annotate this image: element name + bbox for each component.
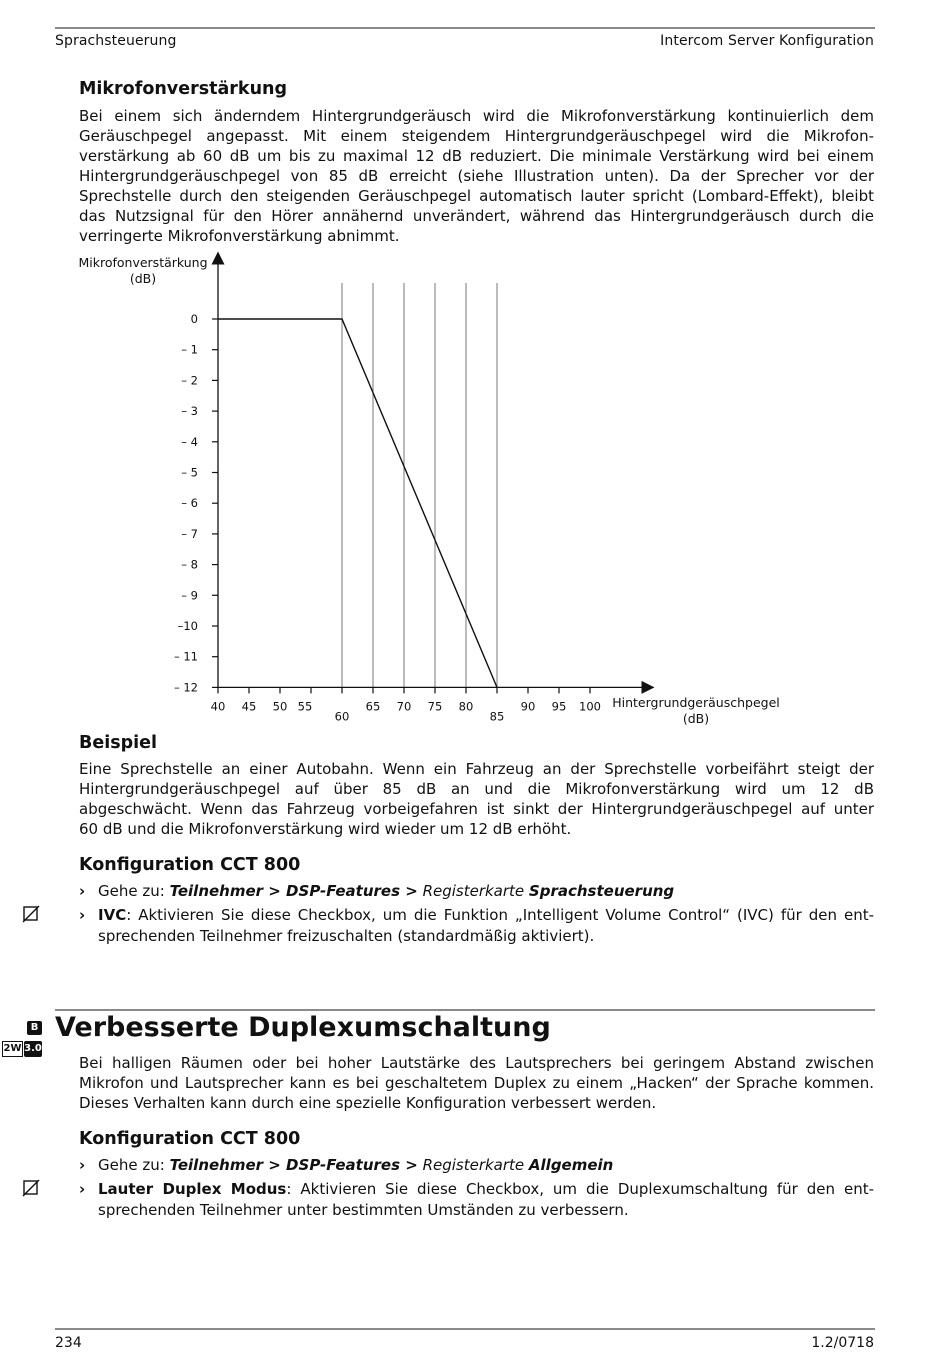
- tab-name: Allgemein: [528, 1156, 614, 1174]
- text-line: das Nutzsignal für den Hörer annähernd unverändert, während das Hintergrundgeräusch durch die: [79, 207, 874, 225]
- y-tick-label: 0: [190, 312, 198, 326]
- arrow-bullet-icon: ›: [79, 882, 86, 900]
- x-axis-label-line2: (dB): [682, 711, 710, 726]
- badge-2w: 2W: [2, 1041, 23, 1057]
- gain-chart: [0, 245, 950, 740]
- chart-axes: [218, 258, 648, 687]
- checkbox-icon: [22, 905, 40, 923]
- header-chapter: Sprachsteuerung: [55, 33, 177, 49]
- x-tick-label: 80: [458, 699, 474, 714]
- section-rule: [55, 1009, 875, 1011]
- bullet-text: [98, 1155, 874, 1176]
- bullet-text: [98, 1179, 874, 1221]
- text-line: Sprechstelle durch den steigenden Geräuschpegel automatisch lauter spricht (Lombard-Effekt), bleibt: [79, 187, 874, 205]
- text-line: Mikrofon und Lautsprecher kann es bei geschaltetem Duplex zu einem „Hacken“ der Sprache kommen.: [79, 1074, 874, 1092]
- text: : Aktivieren Sie diese Checkbox, um die Duplexumschaltung für den ent-: [286, 1180, 875, 1198]
- y-axis-label-line2: (dB): [129, 271, 157, 286]
- y-tick-label: – 6: [181, 496, 198, 511]
- heading-konfiguration-1: Konfiguration CCT 800: [79, 855, 301, 875]
- text: Gehe zu:: [98, 882, 170, 900]
- x-tick-label: 70: [396, 699, 412, 714]
- y-tick-label: – 9: [181, 588, 198, 603]
- text-line: Hintergrundgeräuschpegel auf über 85 dB an und die Mikrofonverstärkung wird um 12 dB: [79, 780, 874, 798]
- y-tick-label: – 2: [181, 373, 198, 388]
- text-line: 60 dB und die Mikrofonverstärkung wird wieder um 12 dB erhöht.: [79, 820, 572, 838]
- text-line: Bei halligen Räumen oder bei hoher Lautstärke des Lautsprechers bei geringem Abstand zwischen: [79, 1054, 874, 1072]
- tab-name: Sprachsteuerung: [528, 882, 675, 900]
- y-tick-label: –10: [177, 619, 198, 633]
- x-tick-label: 50: [272, 699, 288, 714]
- arrow-bullet-icon: ›: [79, 1180, 86, 1198]
- text: : Aktivieren Sie diese Checkbox, um die Funktion „Intelligent Volume Control“ (IVC) für den ent-: [126, 906, 874, 924]
- bullet-text: [98, 881, 874, 902]
- x-axis-label-line1: Hintergrundgeräuschpegel: [612, 695, 780, 710]
- text-line: [98, 1179, 874, 1200]
- y-tick-label: – 4: [181, 434, 198, 449]
- option-name: Lauter Duplex Modus: [98, 1180, 287, 1198]
- chart-gridlines: [342, 283, 497, 687]
- paragraph-beispiel: [79, 759, 874, 839]
- text-line: [98, 905, 874, 926]
- heading-konfiguration-2: Konfiguration CCT 800: [79, 1129, 301, 1149]
- y-axis-label-line1: Mikrofonverstärkung: [78, 255, 208, 270]
- y-tick-label: – 5: [181, 465, 198, 480]
- x-tick-label: 85: [489, 709, 505, 724]
- paragraph-mikrofonverstaerkung: [79, 106, 874, 246]
- text-line: Geräuschpegel angepasst. Mit einem steigendem Hintergrundgeräuschpegel wird die Mikrofon-: [79, 127, 874, 145]
- text-line: Hintergrundgeräuschpegel von 85 dB erreicht (siehe Illustration unten). Da der Sprecher vor der: [79, 167, 874, 185]
- top-rule: [55, 27, 875, 29]
- text-line: Bei einem sich änderndem Hintergrundgeräusch wird die Mikrofonverstärkung kontinuierlich dem: [79, 107, 874, 125]
- page-number: 234: [55, 1335, 82, 1351]
- y-tick-label: – 7: [181, 526, 198, 541]
- x-tick-label: 100: [579, 699, 601, 714]
- heading-mikrofonverstaerkung: Mikrofonverstärkung: [79, 79, 288, 99]
- badge-b: B: [27, 1021, 42, 1035]
- x-tick-label: 60: [334, 709, 350, 724]
- badge-3-0: 3.0: [24, 1041, 42, 1057]
- bottom-rule: [55, 1328, 875, 1330]
- series-line-0: [218, 319, 497, 687]
- y-tick-label: – 11: [173, 649, 198, 664]
- y-tick-label: – 12: [173, 680, 198, 695]
- menu-path: Teilnehmer > DSP-Features >: [169, 882, 418, 900]
- text-line: sprechenden Teilnehmer freizuschalten (standardmäßig aktiviert).: [98, 927, 595, 945]
- y-ticks: [174, 312, 218, 694]
- text-line: Eine Sprechstelle an einer Autobahn. Wenn ein Fahrzeug an der Sprechstelle vorbeifährt steigt der: [79, 760, 874, 778]
- heading-beispiel: Beispiel: [79, 733, 158, 753]
- y-tick-label: – 3: [181, 404, 198, 419]
- text-line: Dieses Verhalten kann durch eine spezielle Konfiguration verbessert werden.: [79, 1094, 657, 1112]
- bullet-text: [98, 905, 874, 947]
- x-tick-label: 55: [297, 699, 313, 714]
- arrow-bullet-icon: ›: [79, 1156, 86, 1174]
- x-tick-label: 40: [210, 699, 226, 714]
- paragraph-duplex: [79, 1053, 874, 1113]
- text: Registerkarte: [417, 882, 529, 900]
- x-tick-label: 90: [520, 699, 536, 714]
- checkbox-icon: [22, 1179, 40, 1197]
- x-tick-label: 95: [551, 699, 567, 714]
- header-doc-title: Intercom Server Konfiguration: [660, 33, 874, 49]
- text: Registerkarte: [417, 1156, 529, 1174]
- heading-verbesserte-duplexumschaltung: Verbesserte Duplexumschaltung: [55, 1012, 551, 1043]
- document-version: 1.2/0718: [811, 1335, 874, 1351]
- y-tick-label: – 1: [181, 342, 198, 357]
- text-line: abgeschwächt. Wenn das Fahrzeug vorbeigefahren ist sinkt der Hintergrundgeräuschpegel auf unter: [79, 800, 874, 818]
- x-tick-label: 45: [241, 699, 257, 714]
- text-line: verringerte Mikrofonverstärkung abnimmt.: [79, 227, 400, 245]
- text-line: verstärkung ab 60 dB um bis zu maximal 12 dB reduziert. Die minimale Verstärkung wird bei einem: [79, 147, 874, 165]
- x-tick-label: 75: [427, 699, 443, 714]
- arrow-bullet-icon: ›: [79, 906, 86, 924]
- chart-series: [218, 319, 497, 687]
- menu-path: Teilnehmer > DSP-Features >: [169, 1156, 418, 1174]
- text: Gehe zu:: [98, 1156, 170, 1174]
- y-tick-label: – 8: [181, 557, 198, 572]
- x-tick-label: 65: [365, 699, 381, 714]
- x-ticks: [211, 687, 601, 723]
- text-line: sprechenden Teilnehmer unter bestimmten Umständen zu verbessern.: [98, 1201, 629, 1219]
- option-name: IVC: [98, 906, 127, 924]
